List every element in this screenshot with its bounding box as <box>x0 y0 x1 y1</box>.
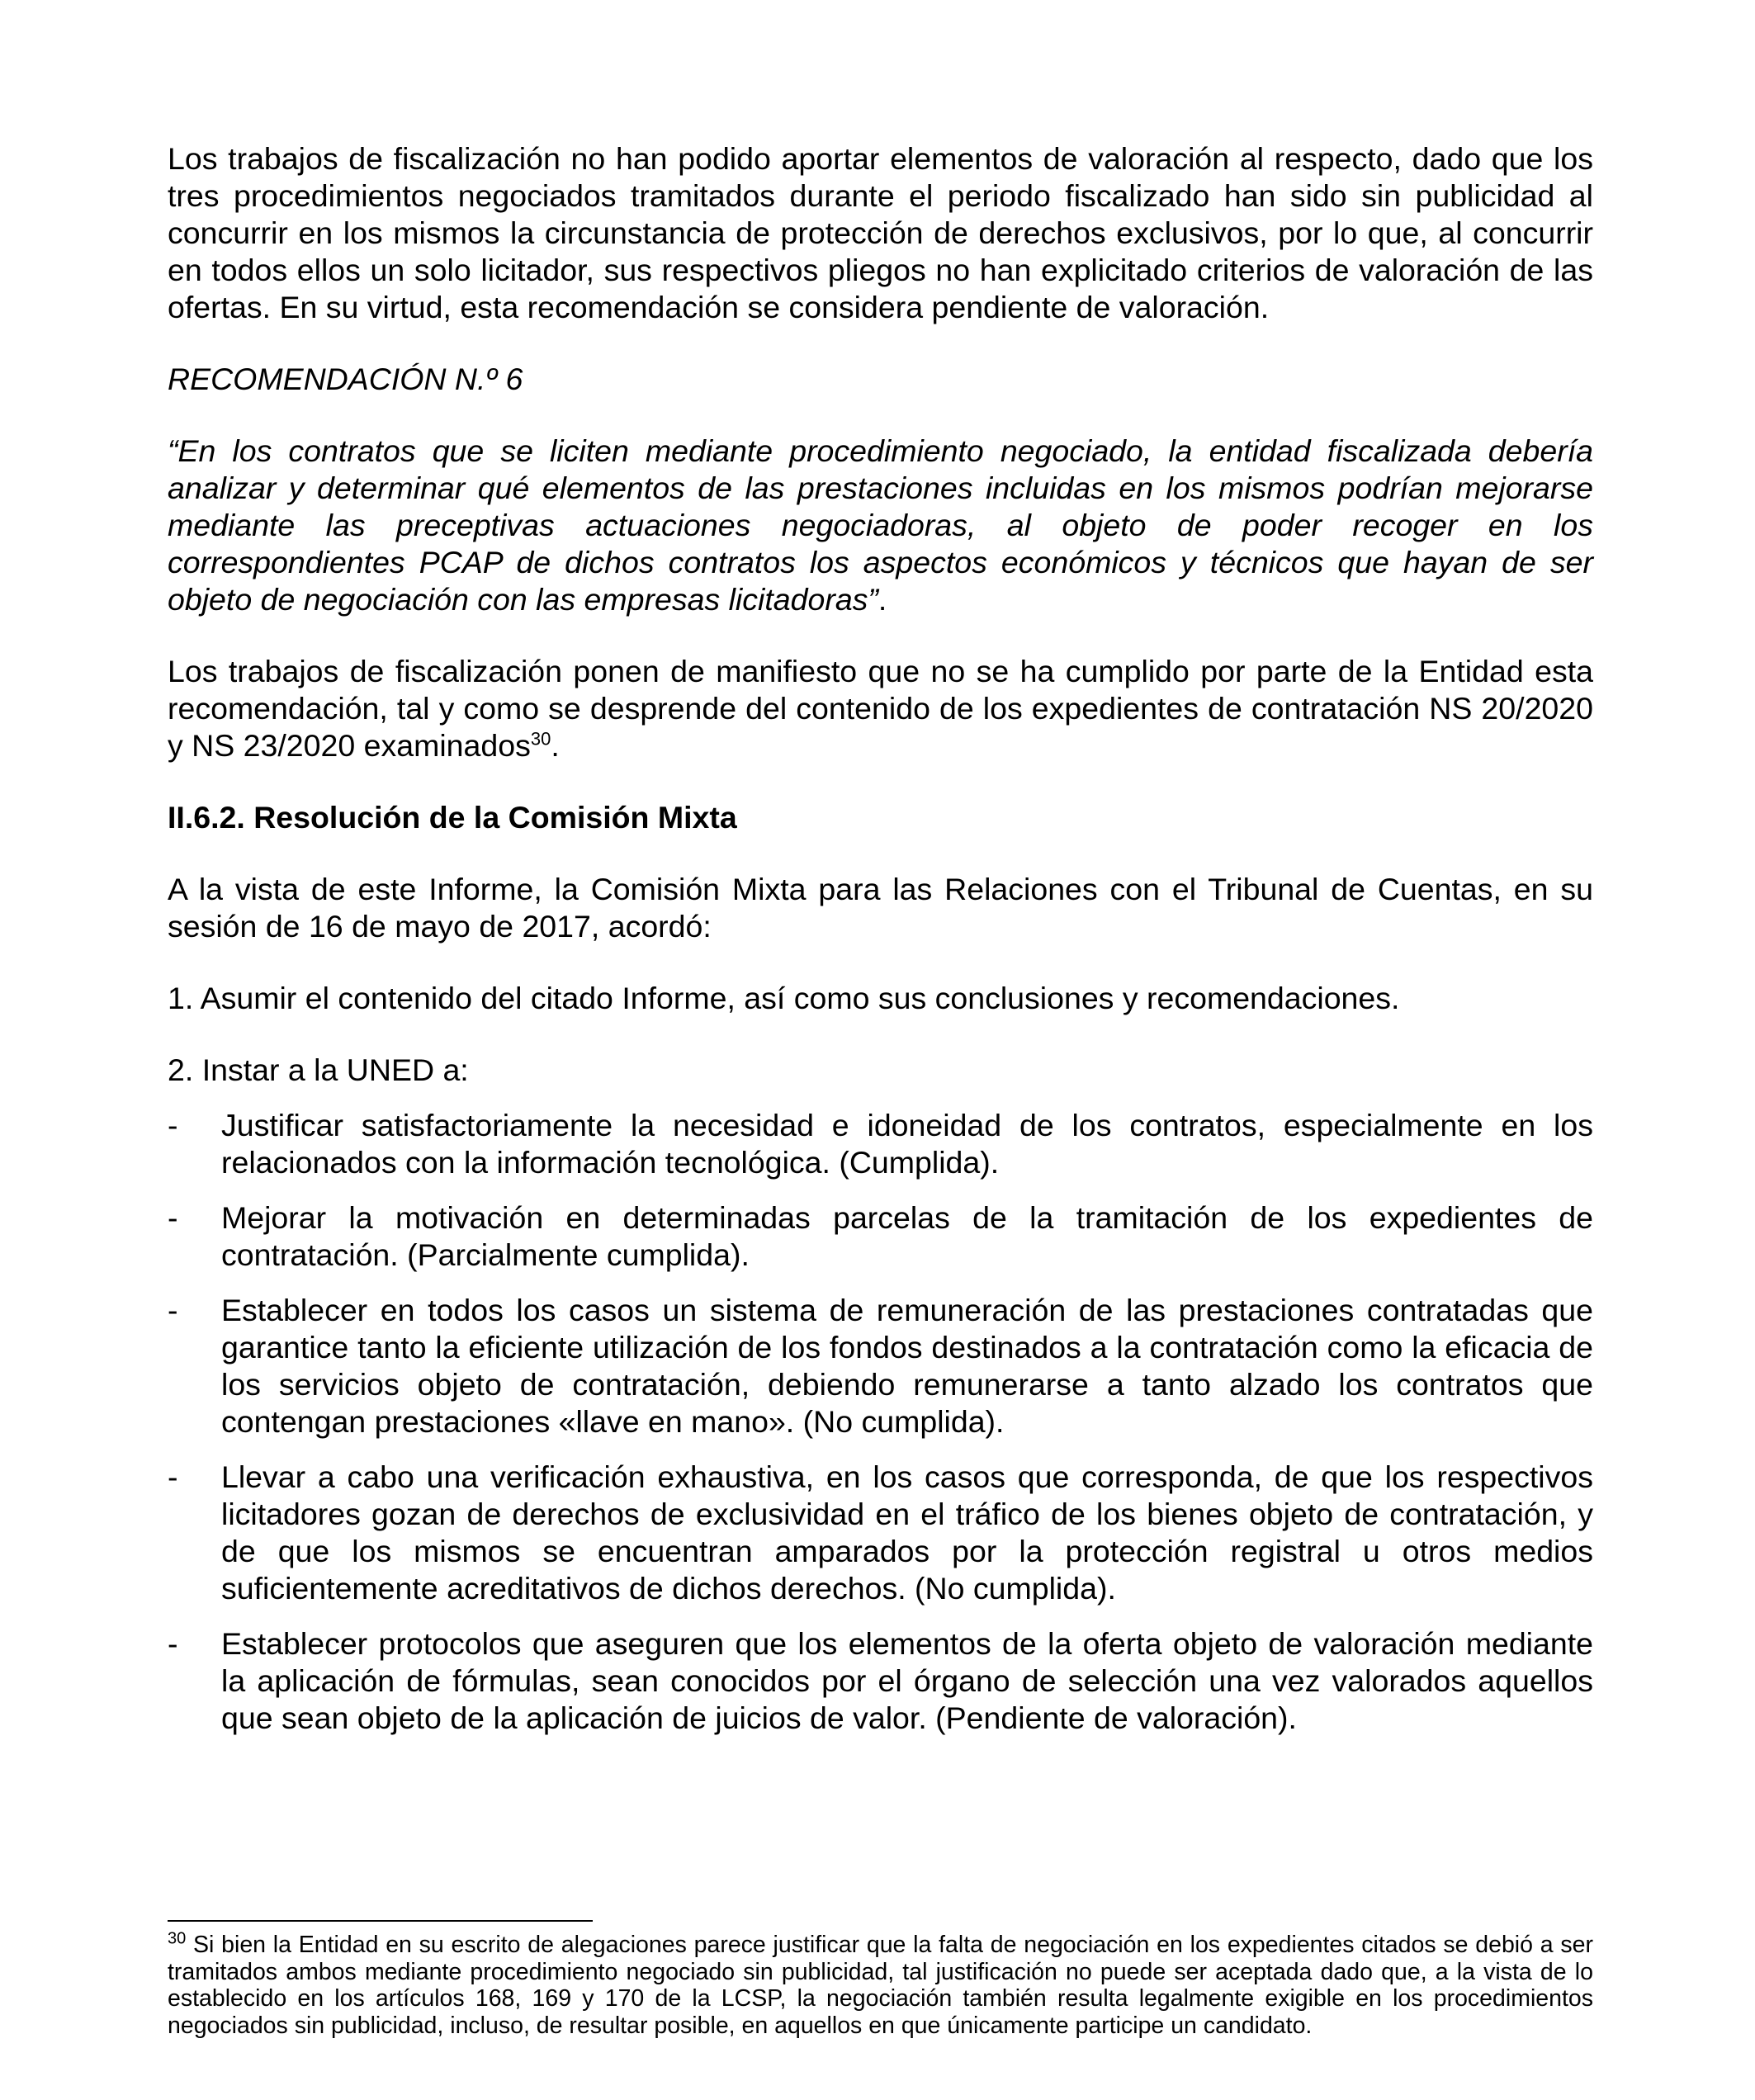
footnote <box>168 1929 1593 2039</box>
paragraph-cumplimiento-end: . <box>551 728 560 763</box>
dash-marker: - <box>168 1459 178 1494</box>
section-heading: II.6.2. Resolución de la Comisión Mixta <box>168 800 737 835</box>
paragraph-valoracion: Los trabajos de fiscalización no han podido aportar elementos de valoración al respecto, dado que los tres procedimientos negociados tramitados durante el periodo fiscalizado han sido sin publicidad al concurrir en los mismos la circunstancia de protección de derechos exclusivos, por lo que, al concurrir en todos ellos un solo licitador, sus respectivos pliegos no han explicitado criterios de valoración de las ofertas. En su virtud, esta recomendación se considera pendiente de valoración. <box>168 141 1593 324</box>
paragraph-comision: A la vista de este Informe, la Comisión Mixta para las Relaciones con el Tribunal de Cuentas, en su sesión de 16 de mayo de 2017, acordó: <box>168 872 1593 944</box>
list-item-text: Llevar a cabo una verificación exhaustiva, en los casos que corresponda, de que los respectivos licitadores gozan de derechos de exclusividad en el tráfico de los bienes objeto de contratación, y de que los mismos se encuentran amparados por la protección registral u otros medios suficientemente acreditativos de dichos derechos. (No cumplida). <box>221 1459 1593 1606</box>
numbered-item-2: 2. Instar a la UNED a: <box>168 1052 469 1087</box>
footnote-separator <box>168 1920 593 1922</box>
footnote-number: 30 <box>168 1929 187 1948</box>
list-item-text: Establecer protocolos que aseguren que los elementos de la oferta objeto de valoración mediante la aplicación de fórmulas, sean conocidos por el órgano de selección una vez valorados aquellos que sean objeto de la aplicación de juicios de valor. (Pendiente de valoración). <box>221 1626 1593 1735</box>
dash-marker: - <box>168 1293 178 1327</box>
recommendation-title: RECOMENDACIÓN N.º 6 <box>168 362 523 396</box>
recommendation-quote: “En los contratos que se liciten mediante procedimiento negociado, la entidad fiscalizada debería analizar y determinar qué elementos de las prestaciones incluidas en los mismos podrían mejorarse mediante las preceptivas actuaciones negociadoras, al objeto de poder recoger en los correspondientes PCAP de dichos contratos los aspectos económicos y técnicos que hayan de ser objeto de negociación con las empresas licitadoras” <box>168 433 1593 617</box>
dash-marker: - <box>168 1626 178 1661</box>
list-item-text: Justificar satisfactoriamente la necesidad e idoneidad de los contratos, especialmente en los relacionados con la información tecnológica. (Cumplida). <box>221 1108 1593 1180</box>
list-item-text: Mejorar la motivación en determinadas parcelas de la tramitación de los expedientes de contratación. (Parcialmente cumplida). <box>221 1200 1593 1272</box>
recommendation-quote-end: . <box>878 582 887 617</box>
paragraph-cumplimiento-text: Los trabajos de fiscalización ponen de manifiesto que no se ha cumplido por parte de la Entidad esta recomendación, tal y como se desprende del contenido de los expedientes de contratación NS 20/2020 y NS 23/2020 examinados <box>168 654 1593 763</box>
list-item <box>168 1292 1593 1440</box>
dash-marker: - <box>168 1108 178 1142</box>
list-item-text: Establecer en todos los casos un sistema de remuneración de las prestaciones contratadas que garantice tanto la eficiente utilización de los fondos destinados a la contratación como la eficacia de los servicios objeto de contratación, debiendo remunerarse a tanto alzado los contratos que contengan prestaciones «llave en mano». (No cumplida). <box>221 1293 1593 1439</box>
list-item <box>168 1199 1593 1274</box>
footnote-text: Si bien la Entidad en su escrito de alegaciones parece justificar que la falta de negociación en los expedientes citados se debió a ser tramitados ambos mediante procedimiento negociado sin publicidad, tal justificación no puede ser aceptada dado que, a la vista de lo establecido en los artículos 168, 169 y 170 de la LCSP, la negociación también resulta legalmente exigible en los procedimientos negociados sin publicidad, incluso, de resultar posible, en aquellos en que únicamente participe un candidato. <box>168 1932 1593 2039</box>
document-page <box>168 140 1593 1755</box>
list-item <box>168 1459 1593 1607</box>
dash-marker: - <box>168 1200 178 1235</box>
list-item <box>168 1625 1593 1737</box>
recommendation-quote-paragraph <box>168 433 1593 618</box>
paragraph-cumplimiento <box>168 653 1593 764</box>
footnote-reference[interactable]: 30 <box>530 728 551 750</box>
numbered-item-1: 1. Asumir el contenido del citado Informe, así como sus conclusiones y recomendaciones. <box>168 981 1400 1015</box>
list-item <box>168 1107 1593 1181</box>
